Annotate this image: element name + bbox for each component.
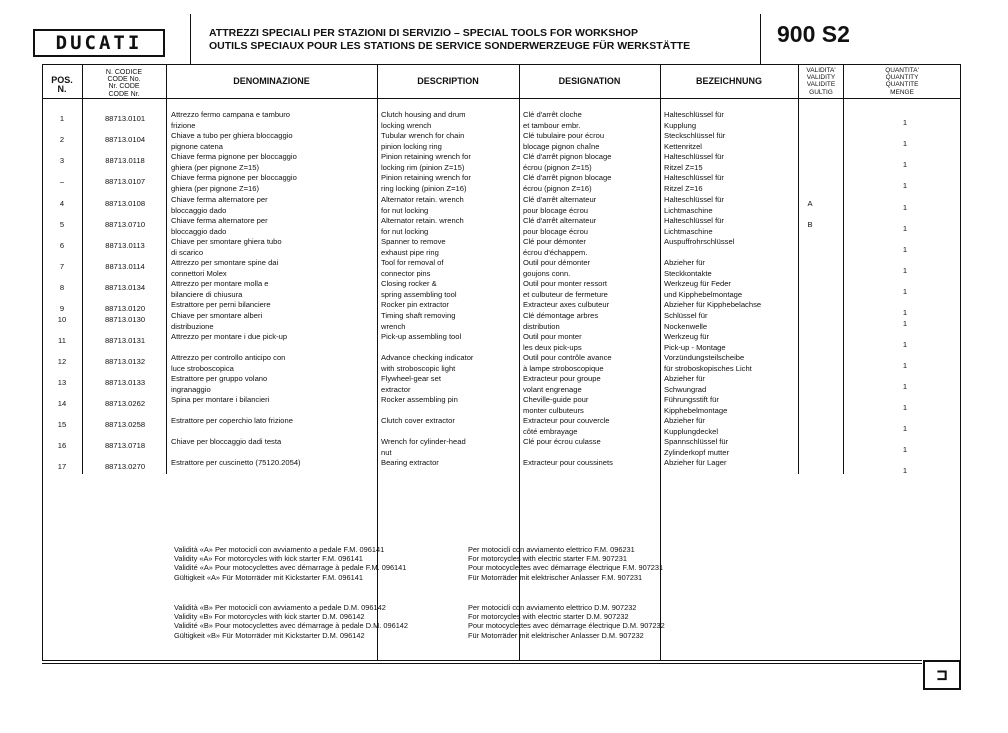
row-designation: Clé d'arrêt alternateur pour blocage écrou [523,216,597,236]
row-designation: Cheville-guide pour monter culbuteurs [523,395,589,415]
col-divider-bezeichnung [798,64,799,474]
row-bezeichnung: Vorzündungsteilscheibe für stroboskopisches Licht [664,353,752,373]
header-divider-right [760,14,761,64]
col-divider-code [166,64,167,474]
row-designation: Extracteur pour groupe volant engrenage [523,374,601,394]
row-pos: 12 [57,357,67,366]
header-title-line2: OUTILS SPECIAUX POUR LES STATIONS DE SERVICE SONDERWERZEUGE FÜR WERKSTÄTTE [209,40,691,52]
row-bezeichnung: Abzieher für Kipphebelachse [664,300,762,309]
row-quantita: 1 [902,319,908,328]
row-bezeichnung: Halteschlüssel für Ritzel Z=16 [664,173,724,193]
row-denominazione: Chiave per smontare alberi distribuzione [171,311,263,331]
row-pos: 10 [57,315,67,324]
col-header-description: DESCRIPTION [417,76,479,86]
row-quantita: 1 [902,424,908,433]
row-denominazione: Estrattore per perni bilanciere [171,300,271,309]
row-code: 88713.0114 [105,262,145,271]
row-description: Rocker pin extractor [381,300,449,309]
row-bezeichnung: Abzieher für Kupplungdeckel [664,416,719,436]
col-header-pos: POS. N. [51,75,73,94]
row-denominazione: Attrezzo per montare i due pick-up [171,332,288,341]
table-border-right [960,64,961,660]
row-denominazione: Estrattore per gruppo volano ingranaggio [171,374,268,394]
header-title-line1: ATTREZZI SPECIALI PER STAZIONI DI SERVIZIO – SPECIAL TOOLS FOR WORKSHOP [209,27,638,39]
table-border-left [42,64,43,660]
row-code: 88713.0134 [104,283,146,292]
row-pos: 9 [59,304,65,313]
row-description: Timing shaft removing wrench [381,311,456,331]
row-denominazione: Chiave per smontare ghiera tubo di scarico [171,237,282,257]
row-description: Clutch cover extractor [381,416,455,425]
col-divider-pos [82,64,83,474]
header-divider-left [190,14,191,64]
row-code: 88713.0113 [105,241,145,250]
row-code: 88713.0262 [104,399,146,408]
row-quantita: 1 [902,382,908,391]
row-denominazione: Attrezzo per controllo anticipo con luce stroboscopica [171,353,286,373]
row-denominazione: Attrezzo per smontare spine dai connettori Molex [171,258,279,278]
model-name: 900 S2 [777,21,850,47]
row-quantita: 1 [902,308,908,317]
row-description: Closing rocker & spring assembling tool [381,279,457,299]
row-denominazione: Chiave per bloccaggio dadi testa [171,437,282,446]
row-bezeichnung: Führungsstift für Kipphebelmontage [664,395,728,415]
row-denominazione: Chiave ferma alternatore per bloccaggio dado [171,195,268,215]
row-designation: Extracteur axes culbuteur [523,300,610,309]
footnote-b-left: Validità «B» Per motocicli con avviamento a pedale D.M. 096142 Validity «B» For motorcycles with kick starter D.M. 096142 Validité «B» Pour motocyclettes avec démarrage à pedale D.M. 096142 Gültigkeit «B» Für Motorräder mit Kickstarter D.M. 096142 [174,603,409,640]
row-description: Bearing extractor [381,458,439,467]
row-pos: 8 [59,283,65,292]
row-description: Rocker assembling pin [381,395,458,404]
row-quantita: 1 [902,224,908,233]
row-pos: 1 [59,114,65,123]
row-code: 88713.0270 [104,462,146,471]
row-pos: 11 [58,336,66,345]
row-denominazione: Chiave ferma pignone per bloccaggio ghiera (per pignone Z=15) [171,152,297,172]
row-bezeichnung: Halteschlüssel für Kupplung [664,110,724,130]
row-code: 88713.0710 [104,220,146,229]
row-bezeichnung: Halteschlüssel für Lichtmaschine [664,216,724,236]
row-designation: Outil pour monter les deux pick-ups [523,332,582,352]
row-bezeichnung: Halteschlüssel für Lichtmaschine [664,195,724,215]
row-quantita: 1 [902,181,908,190]
row-description: Flywheel-gear set extractor [381,374,441,394]
col-header-designation: DESIGNATION [558,76,621,86]
row-bezeichnung: Schlüssel für Nockenwelle [664,311,708,331]
row-code: 88713.0718 [104,441,146,450]
row-quantita: 1 [902,266,908,275]
row-designation: Clé pour écrou culasse [523,437,601,446]
row-quantita: 1 [902,466,908,475]
row-pos: 17 [57,462,67,471]
row-bezeichnung: Halteschlüssel für Ritzel Z=15 [664,152,724,172]
row-quantita: 1 [902,118,908,127]
row-pos: 6 [59,241,65,250]
row-pos: 4 [59,199,65,208]
row-denominazione: Attrezzo per montare molla e bilanciere di chiusura [171,279,269,299]
row-pos: 14 [57,399,67,408]
row-denominazione: Chiave ferma alternatore per bloccaggio dado [171,216,268,236]
row-description: Tool for removal of connector pins [381,258,444,278]
row-code: 88713.0258 [104,420,146,429]
row-description: Pick-up assembling tool [381,332,462,341]
row-code: 88713.0107 [104,177,146,186]
row-validita: A [807,199,813,208]
row-designation: Outil pour monter ressort et culbuteur de fermeture [523,279,608,299]
ducati-logo: DUCATI [33,29,165,57]
col-header-bezeichnung: BEZEICHNUNG [695,76,762,86]
row-code: 88713.0118 [105,156,145,165]
row-description: Alternator retain. wrench for nut locking [381,195,464,215]
row-designation: Outil pour démonter goujons conn. [523,258,591,278]
row-denominazione: Chiave ferma pignone per bloccaggio ghiera (per pignone Z=16) [171,173,297,193]
row-quantita: 1 [902,445,908,454]
header-rule [42,64,960,65]
row-pos: 7 [59,262,65,271]
row-pos: 2 [59,135,65,144]
footnote-b-right: Per motocicli con avviamento elettrico D.M. 907232 For motorcycles with electric starter D.M. 907232 Pour motocyclettes avec démarrage électrique D.M. 907232 Für Motorräder mit elektrischer Anlasser D.M. 907232 [468,603,665,640]
row-quantita: 1 [902,403,908,412]
row-designation: Outil pour contrôle avance à lampe stroboscopique [523,353,612,373]
row-description: Pinion retaining wrench for ring locking (pinion Z=16) [381,173,471,193]
row-description: Clutch housing and drum locking wrench [381,110,466,130]
row-quantita: 1 [902,203,908,212]
row-designation: Clé démontage arbres distribution [523,311,599,331]
row-bezeichnung: Werkzeug für Pick-up - Montage [664,332,726,352]
row-description: Advance checking indicator with stroboscopic light [381,353,474,373]
row-designation: Clé d'arrêt pignon blocage écrou (pignon Z=15) [523,152,612,172]
row-bezeichnung: Steckschlüssel für Kettenritzel [664,131,726,151]
row-denominazione: Spina per montare i bilancieri [171,395,270,404]
row-code: 88713.0132 [104,357,146,366]
row-pos: – [59,177,65,186]
row-designation: Extracteur pour couvercle côté embrayage [523,416,610,436]
row-bezeichnung: Werkzeug für Feder und Kipphebelmontage [664,279,743,299]
row-code: 88713.0120 [104,304,146,313]
col-header-denominazione: DENOMINAZIONE [233,76,310,86]
row-description: Alternator retain. wrench for nut locking [381,216,464,236]
row-description: Pinion retaining wrench for locking rim (pinion Z=15) [381,152,471,172]
row-code: 88713.0133 [104,378,146,387]
row-description: Spanner to remove exhaust pipe ring [381,237,446,257]
row-bezeichnung: Abzieher für Lager [664,458,727,467]
row-description: Wrench for cylinder-head nut [381,437,466,457]
row-bezeichnung: Spannschlüssel für Zylinderkopf mutter [664,437,729,457]
footnote-a-right: Per motocicli con avviamento elettrico F.M. 096231 For motorcycles with electric starter F.M. 907231 Pour motocyclettes avec démarrage électrique F.M. 907231 Für Motorräder mit elektrischer Anlasser F.M. 907231 [468,545,664,582]
row-designation: Extracteur pour coussinets [523,458,613,467]
row-validita: B [807,220,813,229]
row-denominazione: Chiave a tubo per ghiera bloccaggio pignone catena [171,131,293,151]
row-description: Tubular wrench for chain pinion locking ring [381,131,465,151]
row-code: 88713.0104 [104,135,146,144]
row-designation: Clé tubulaire pour écrou blocage pignon chaîne [523,131,605,151]
row-code: 88713.0101 [104,114,146,123]
row-quantita: 1 [902,160,908,169]
col-header-code: N. CODICE CODE No. Nr. CODE CODE Nr. [105,69,143,98]
col-header-validita: VALIDITA' VALIDITY VALIDITE GULTIG [806,67,836,96]
column-header-rule [42,98,960,99]
row-pos: 5 [59,220,65,229]
row-bezeichnung: Abzieher für Schwungrad [664,374,707,394]
col-divider-validita [843,64,844,474]
row-denominazione: Estrattore per cuscinetto (75120.2054) [171,458,301,467]
row-designation: Clé d'arrêt cloche et tambour embr. [523,110,582,130]
row-pos: 15 [57,420,67,429]
row-pos: 3 [59,156,65,165]
row-quantita: 1 [902,287,908,296]
row-designation: Clé pour démonter écrou d'échappem. [523,237,588,257]
row-code: 88713.0130 [104,315,146,324]
row-bezeichnung: Auspuffrohrschlüssel [664,237,735,246]
row-code: 88713.0131 [104,336,146,345]
row-designation: Clé d'arrêt pignon blocage écrou (pignon Z=16) [523,173,612,193]
row-code: 88713.0108 [104,199,146,208]
row-designation: Clé d'arrêt alternateur pour blocage écrou [523,195,597,215]
next-page-arrow-icon[interactable]: ⊐ [923,660,961,690]
row-quantita: 1 [902,139,908,148]
bottom-rule-double [42,663,922,664]
footnote-a-left: Validità «A» Per motocicli con avviamento a pedale F.M. 096141 Validity «A» For motorcycles with kick starter F.M. 096141 Validité «A» Pour motocyclettes avec démarrage à pedale F.M. 096141 Gültigkeit «A» Für Motorräder mit Kickstarter F.M. 096141 [174,545,407,582]
row-bezeichnung: Abzieher für Steckkontakte [664,258,712,278]
row-pos: 13 [57,378,67,387]
row-quantita: 1 [902,361,908,370]
col-header-quantita: QUANTITA' QUANTITY QUANTITE MENGE [885,67,919,96]
row-denominazione: Estrattore per coperchio lato frizione [171,416,293,425]
row-quantita: 1 [902,245,908,254]
row-quantita: 1 [902,340,908,349]
row-denominazione: Attrezzo fermo campana e tamburo frizione [171,110,291,130]
bottom-rule [42,660,922,661]
row-pos: 16 [57,441,67,450]
